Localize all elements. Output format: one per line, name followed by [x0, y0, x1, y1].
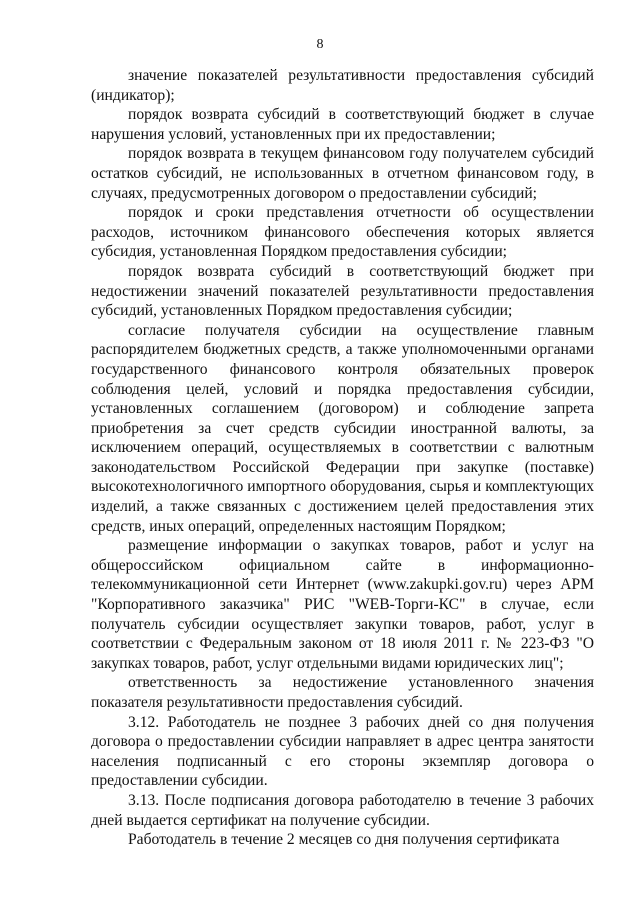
paragraph: 3.13. После подписания договора работодателю в течение 3 рабочих дней выдается сертификат на получение субсидии. — [91, 791, 594, 829]
paragraph: ответственность за недостижение установленного значения показателя результативности предоставления субсидий. — [91, 674, 594, 711]
paragraph: размещение информации о закупках товаров, работ и услуг на общероссийском официальном сайте в информационно-телекоммуникационной сети Интернет (www.zakupki.gov.ru) через АРМ "Корпоративного заказчика" РИС "WEB-Торги-КС" в случае, если получатель субсидии осуществляет закупки товаров, работ, услуг в соответствии с Федеральным законом от 18 июля 2011 г. № 223-ФЗ "О закупках товаров, работ, услуг отдельными видами юридических лиц"; — [91, 537, 594, 672]
paragraph: порядок возврата субсидий в соответствующий бюджет при недостижении значений показателей результативности предоставления субсидий, установленных Порядком предоставления субсидии; — [91, 262, 594, 320]
paragraph: порядок возврата субсидий в соответствующий бюджет в случае нарушения условий, установленных при их предоставлении; — [91, 106, 594, 143]
paragraph: согласие получателя субсидии на осуществление главным распорядителем бюджетных средств, а также уполномоченными органами государственного финансового контроля обязательных проверок соблюдения целей, условий и порядка предоставления субсидии, установленных соглашением (договором) и соблюдение запрета приобретения за счет средств субсидии иностранной валюты, за исключением операций, осуществляемых в соответствии с валютным законодательством Российской Федерации при закупке (поставке) высокотехнологичного импортного оборудования, сырья и комплектующих изделий, а также связанных с достижением целей предоставления этих средств, иных операций, определенных настоящим Порядком; — [91, 321, 594, 535]
paragraph: Работодатель в течение 2 месяцев со дня получения сертификата — [128, 831, 560, 849]
paragraph: порядок возврата в текущем финансовом году получателем субсидий остатков субсидий, не использованных в отчетном финансовом году, в случаях, предусмотренных договором о предоставлении субсидий; — [91, 145, 594, 202]
paragraph: порядок и сроки представления отчетности об осуществлении расходов, источником финансового обеспечения которых является субсидия, установленная Порядком предоставления субсидии; — [91, 204, 594, 261]
page-number: 8 — [316, 37, 324, 52]
document-body — [91, 66, 594, 850]
paragraph: 3.12. Работодатель не позднее 3 рабочих дней со дня получения договора о предоставлении субсидии направляет в адрес центра занятости населения подписанный с его стороны экземпляр договора о предоставлении субсидии. — [91, 713, 594, 790]
paragraph: значение показателей результативности предоставления субсидий (индикатор); — [91, 67, 594, 104]
